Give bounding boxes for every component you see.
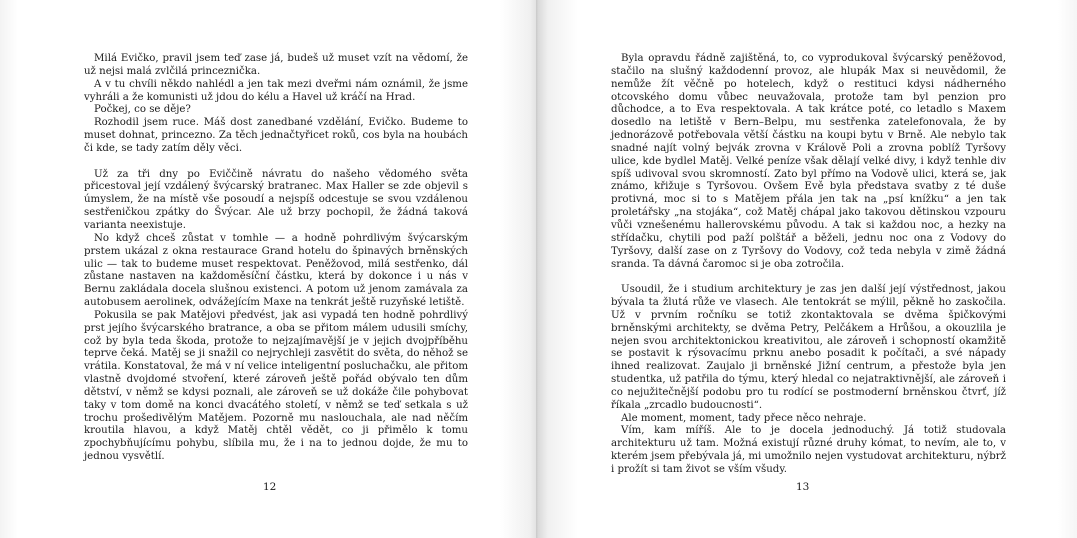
page-number: 13: [796, 481, 810, 493]
paragraph: Usoudil, že i studium architektury je zas jen další její výstřednost, jakou bývala ta žlutá růže ve vlasech. Ale tentokrát se mýlil, pěkně ho zaskočila. Už v prvním ročníku se totiž zkontaktovala se dvěma špičkovými brněnskými architekty, se dvěma Petry, Pelčákem a Hrůšou, a okouzlila je nejen svou architektonickou kreativitou, ale zároveň i schopností okamžitě se postavit k rýsovacímu prknu anebo posadit k počítači, a své nápady ihned realizovat. Zaujalo ji brněnské Jižní centrum, a přestože byla jen studentka, už patřila do týmu, který hledal co nejatraktivnější, ale zároveň i co nejužitečnější podobu pro tu rodící se postmoderní brněnskou čtvrť, jíž říkala „zrcadlo budoucnosti“.: [611, 284, 1006, 411]
paragraph: Milá Evičko, pravil jsem teď zase já, budeš už muset vzít na vědomí, že už nejsi malá zvlčilá princeznička.: [84, 53, 468, 77]
page-number: 12: [263, 481, 277, 493]
paragraph: No když chceš zůstat v tomhle — a hodně pohrdlivým švýcarským prstem ukázal z okna restaurace Grand hotelu do špinavých brněnských ulic — tak to budeme muset respektovat. Peněžovod, milá sestřenko, dál zůstane nastaven na každoměsíční částku, která by dokonce i u nás v Bernu zakládala docela slušnou existenci. A potom už jenom zamávala za autobusem aerolinek, odvážejícím Maxe na tenkrát ještě ruzyňské letiště.: [84, 232, 468, 309]
paragraph: A v tu chvíli někdo nahlédl a jen tak mezi dveřmi nám oznámil, že jsme vyhráli a že komunisti už jdou do kélu a Havel už kráčí na Hrad.: [84, 78, 468, 103]
paragraph: Už za tři dny po Eviččině návratu do našeho vědomého světa přicestoval její vzdálený švýcarský bratranec. Max Haller se zde objevil s úmyslem, že na místě vše posoudí a nejspíš odcestuje se svou vzdálenou sestřeničkou zpátky do Švýcar. Ale už brzy pochopil, že žádná taková varianta neexistuje.: [84, 168, 468, 231]
paragraph: Rozhodil jsem ruce. Máš dost zanedbané vzdělání, Evičko. Budeme to muset dohnat, princezno. Za těch jednačtyřicet roků, cos byla na houbách či kde, se tady zatím děly věci.: [84, 117, 468, 154]
paragraph: Pokusila se pak Matějovi předvést, jak asi vypadá ten hodně pohrdlivý prst jejího švýcarského bratrance, a oba se přitom málem udusili smíchy, což by byla teda škoda, protože to nejzajímavější je v jejich dvojpříběhu teprve čeká. Matěj se ji snažil co nejrychleji zasvětit do světa, do něhož se vrátila. Konstatoval, že má v ní velice inteligentní posluchačku, ale přitom vlastně dvojdomé stvoření, které zároveň ještě pořád obývalo ten dům dětství, v němž se kdysi poznali, ale zároveň se už dokáže čile pohybovat taky v tom domě na konci dvacátého století, v němž se teď setkala s už trochu prošedivělým Matějem. Pozorně mu naslouchala, ale nad něčím kroutila hlavou, a když Matěj chtěl vědět, co ji přimělo k tomu zpochybňujícímu pohybu, slíbila mu, že i na to jednou dojde, že mu to jednou vysvětlí.: [84, 309, 468, 463]
paragraph: Ale moment, moment, tady přece něco nehraje.: [621, 412, 867, 424]
paragraph: Počkej, co se děje?: [94, 104, 191, 116]
paragraph: Vím, kam míříš. Ale to je docela jednoduchý. Já totiž studovala architekturu už tam. Možná existují různé druhy kómat, to nevím, ale to, v kterém jsem přebývala já, mi umožnilo nejen vystudovat architekturu, nýbrž i prožít si tam život se vším všudy.: [611, 425, 1006, 475]
left-page: [0, 0, 538, 538]
right-page-text: [611, 53, 1006, 477]
paragraph: Byla opravdu řádně zajištěná, to, co vyprodukoval švýcarský peněžovod, stačilo na slušný každodenní provoz, ale hlupák Max si neuvědomil, že nemůže žít věčně po hotelech, když o restituci kdysi nádherného otcovského domu vůbec neuvažovala, protože tam byl penzion pro důchodce, a to Eva respektovala. A tak krátce poté, co letadlo s Maxem dosedlo na letiště v Bern–Belpu, mu sestřenka zatelefonovala, že by jednorázově potřebovala větší částku na koupi bytu v Brně. Ale nebylo tak snadné najít volný bejvák zrovna v Králově Poli a zrovna poblíž Tyršovy ulice, kde bydlel Matěj. Velké peníze však dělají velké divy, i když tenhle div spíš udivoval svou skromností. Zato byl přímo na Vodově ulici, která se, jak známo, křižuje s Tyršovou. Ovšem Evě byla představa svatby z té duše protivná, moc si to s Matějem přála jen tak na „psí knížku“ a jen tak proletářsky „na stojáka“, což Matěj chápal jako takovou dětinskou vzpouru vůči vznešenému hallerovskému původu. A tak si každou noc, a hezky na střídačku, chytili pod paží polštář a běželi, jednu noc ona z Vodovy do Tyršovy, další zase on z Tyršovy do Vodovy, což teda nebyla v zimě žádná sranda. Ta dávná čaromoc si je oba zotročila.: [611, 53, 1006, 270]
left-page-text: [84, 53, 468, 464]
right-page: [538, 0, 1077, 538]
